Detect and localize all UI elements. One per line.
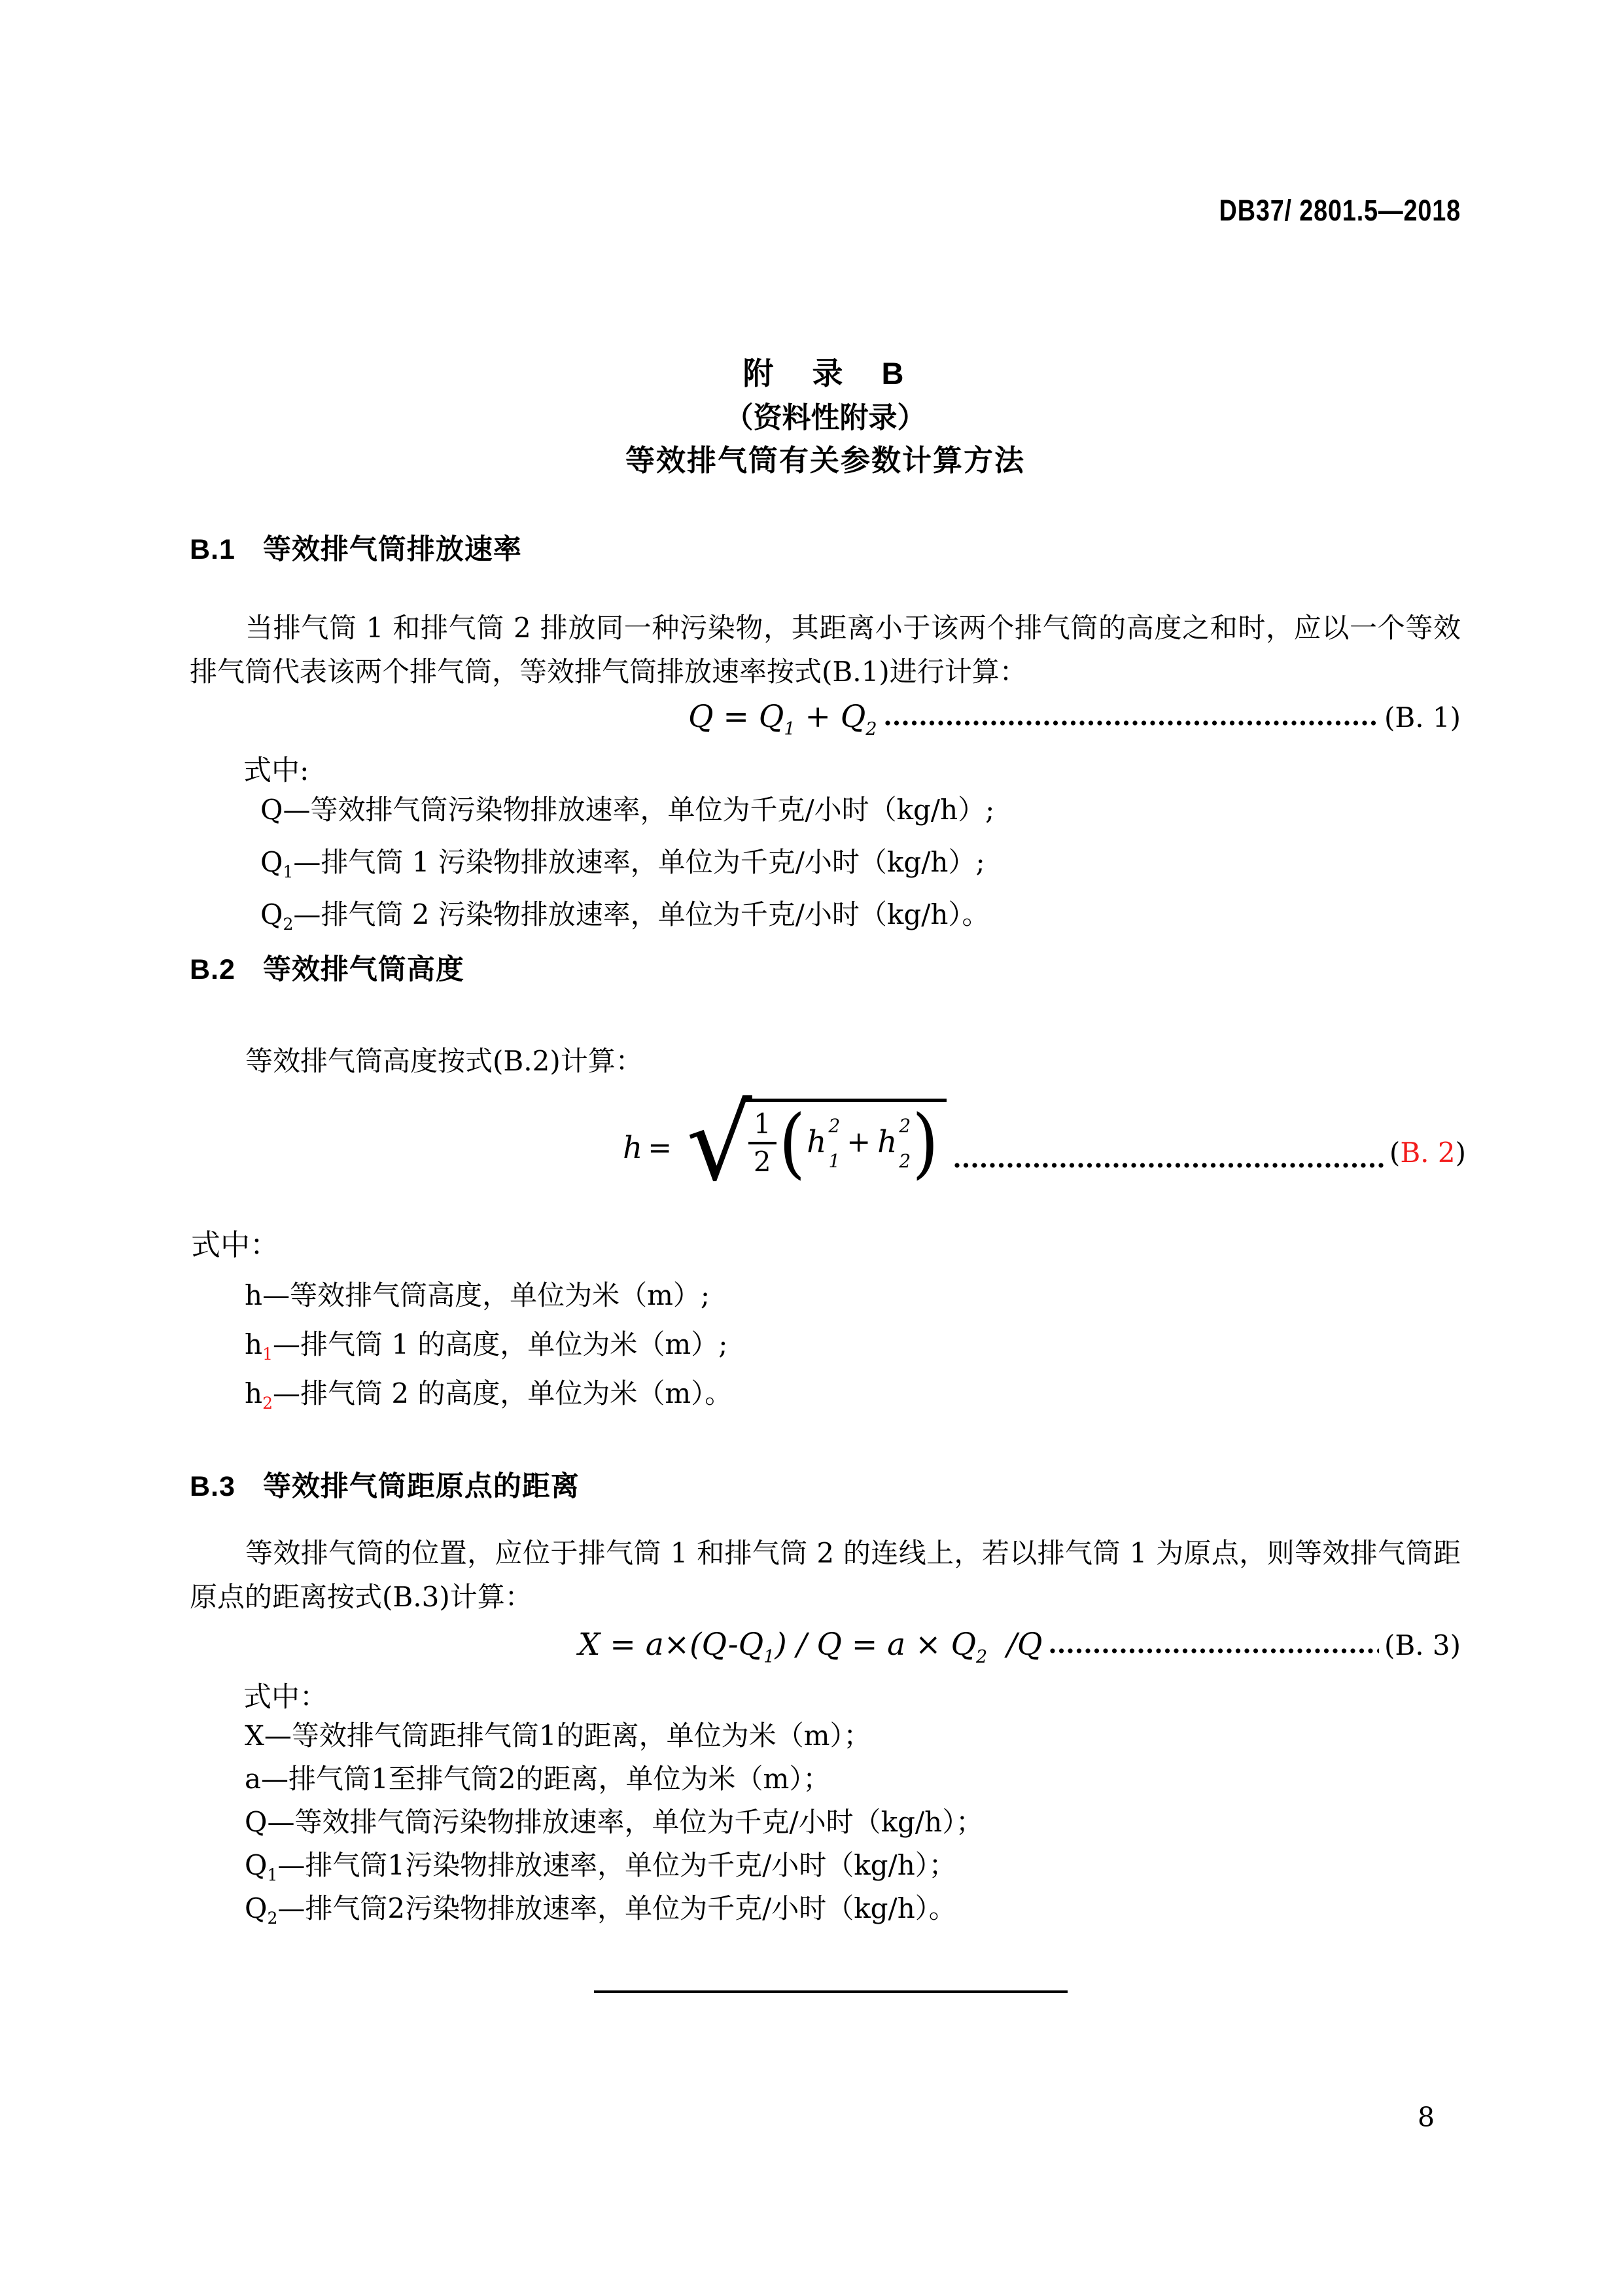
section-b2-heading (190, 947, 464, 987)
definition-row: $h_2—$排气筒 2 的高度，单位为米（m）。 (245, 1377, 733, 1413)
appendix-subtitle: （资料性附录） (724, 402, 926, 434)
radicand: $\frac{1}{2}$ ( h 2 1 + h 2 2 ) (742, 1099, 947, 1176)
h2-squared-term: h 2 2 (877, 1114, 911, 1172)
section-b1-title: 等效排气筒排放速率 (262, 534, 522, 565)
definition-row: h—等效排气筒高度，单位为米（m）; (245, 1279, 710, 1311)
formula-b1-expression: $Q = Q_1 + Q_2$ (688, 699, 877, 739)
section-b3-heading (190, 1464, 580, 1504)
definition-row: $Q_1—$排气筒 1 污染物排放速率，单位为千克/小时（kg/h）; (260, 846, 985, 881)
dot-leader (1049, 1647, 1379, 1655)
section-b3-title: 等效排气筒距原点的距离 (262, 1471, 580, 1502)
h1-squared-term: h 2 1 (807, 1114, 841, 1172)
definition-row: a—排气筒1至排气筒2的距离，单位为米（m）； (245, 1763, 831, 1795)
definition-row: $Q_1—$排气筒1污染物排放速率，单位为千克/小时（kg/h）； (245, 1849, 956, 1884)
formula-b2 (623, 1083, 1466, 1205)
formula-b2-expression: h = √ $\frac{1}{2}$ ( h 2 1 + h 2 2 ) (623, 1099, 947, 1197)
definition-row: $Q_2—$排气筒2污染物排放速率，单位为千克/小时（kg/h）。 (245, 1892, 956, 1928)
standard-number-header: DB37/ 2801.5—2018 (1219, 194, 1461, 227)
fraction-one-half: $\frac{1}{2}$ (748, 1109, 777, 1176)
section-b3-paragraph: 等效排气筒的位置，应位于排气筒 1 和排气筒 2 的连线上，若以排气筒 1 为原点，则等效排气筒距原点的距离按式(B.3)计算： (190, 1537, 1461, 1613)
footer-divider-line (594, 1990, 1068, 1993)
definition-list-b3 (245, 1714, 983, 1930)
formula-b1-label: (B. 1) (1384, 701, 1461, 733)
formula-b2-label: (B. 2) (1389, 1136, 1466, 1169)
appendix-title: 附 录 B (742, 356, 908, 391)
where-label-b2: 式中： (191, 1227, 280, 1262)
dot-leader (884, 719, 1379, 727)
definition-row: $Q_2—$排气筒 2 污染物排放速率，单位为千克/小时（kg/h）。 (260, 898, 990, 934)
section-b2-title: 等效排气筒高度 (262, 954, 464, 985)
section-b2-paragraph: 等效排气筒高度按式(B.2)计算： (245, 1045, 643, 1077)
formula-b2-label-red-text: B. 2 (1400, 1136, 1456, 1169)
definition-row: $h_1—$排气筒 1 的高度，单位为米（m）; (245, 1328, 728, 1364)
definition-list-b2 (245, 1271, 732, 1418)
formula-b3-label: (B. 3) (1384, 1629, 1461, 1661)
square-root (686, 1083, 947, 1204)
appendix-topic-title: 等效排气筒有关参数计算方法 (625, 444, 1025, 477)
where-label-b1: 式中: (243, 754, 309, 787)
definition-list-b1 (260, 784, 994, 941)
section-b2-number: B.2 (190, 954, 236, 985)
where-label-b3: 式中： (243, 1681, 328, 1714)
definition-row: Q—等效排气筒污染物排放速率，单位为千克/小时（kg/h）; (260, 794, 995, 826)
section-b1-number: B.1 (190, 534, 236, 565)
section-b1-heading (190, 527, 522, 567)
formula-b3 (578, 1627, 1461, 1667)
section-b1-paragraph: 当排气筒 1 和排气筒 2 排放同一种污染物，其距离小于该两个排气筒的高度之和时，应以一个等效排气筒代表该两个排气筒，等效排气筒排放速率按式(B.1)进行计算： (190, 612, 1461, 688)
radical-sign: √ (686, 1083, 752, 1204)
formula-b3-expression: $X = a\times(Q-Q_1) / Q = a \times Q_2$ /Q (578, 1627, 1043, 1667)
section-b3-number: B.3 (190, 1471, 236, 1502)
formula-b1 (688, 699, 1461, 739)
page-number: 8 (1417, 2102, 1435, 2133)
definition-row: Q—等效排气筒污染物排放速率，单位为千克/小时（kg/h）； (245, 1806, 984, 1838)
definition-row: X—等效排气筒距排气筒1的距离，单位为米（m）； (245, 1720, 871, 1752)
dot-leader (953, 1161, 1384, 1169)
